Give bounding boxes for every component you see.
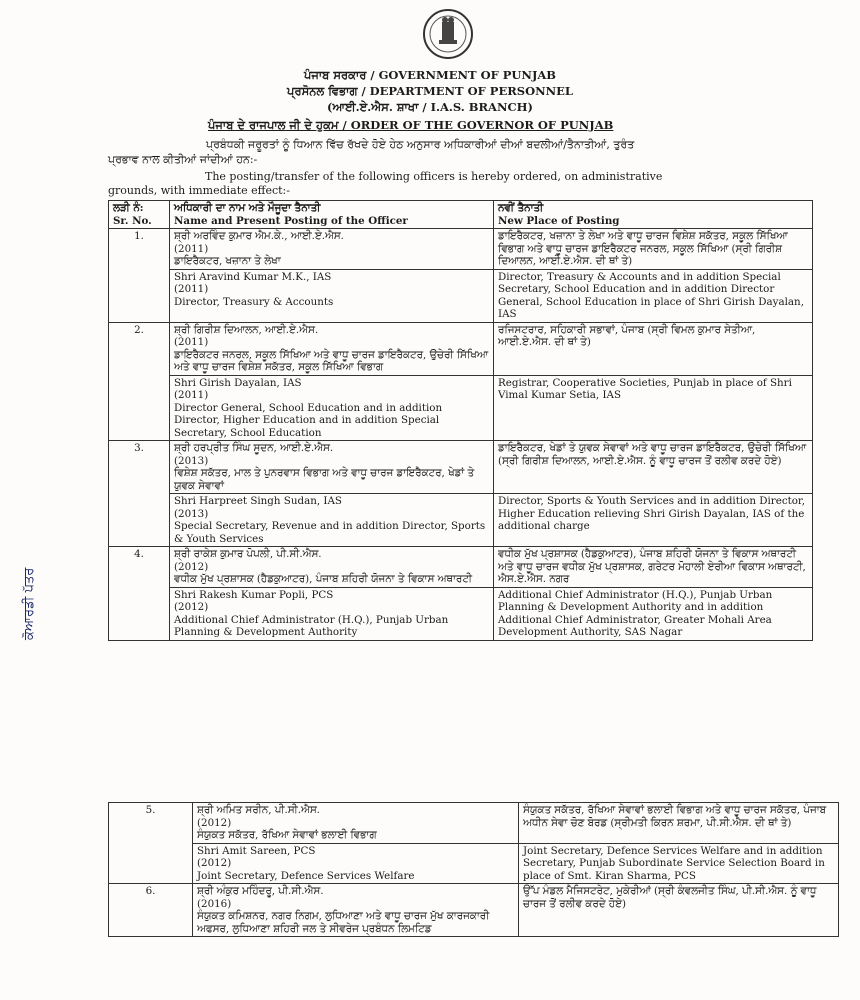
sr-number-text: 6. xyxy=(145,885,156,897)
order-title: ਪੰਜਾਬ ਦੇ ਰਾਜਪਾਲ ਜੀ ਦੇ ਹੁਕਮ / ORDER OF THE GOVERNOR OF PUNJAB xyxy=(208,118,614,132)
sr-header-en: Sr. No. xyxy=(113,214,152,227)
table-row xyxy=(109,375,813,441)
new-posting-english-text: Joint Secretary, Defence Services Welfare and in addition Secretary, Punjab Subordinate Service Selection Board in place of Smt. Kiran Sharma, PCS xyxy=(523,844,825,882)
table-row xyxy=(109,587,813,640)
officer-name-english xyxy=(170,587,494,640)
officer-name-punjabi xyxy=(193,803,519,844)
officer-name-english xyxy=(193,843,519,884)
new-posting-punjabi-text: ਡਾਇਰੈਕਟਰ, ਖਜ਼ਾਨਾ ਤੇ ਲੇਖਾ ਅਤੇ ਵਾਧੂ ਚਾਰਜ ਵਿਸ਼ੇਸ਼ ਸਕੱਤਰ, ਸਕੂਲ ਸਿੱਖਿਆ ਵਿਭਾਗ ਅਤੇ ਵਾਧੂ ਚਾਰਜ ਡਾਇਰੈਕਟਰ ਜਨਰਲ, ਸਕੂਲ ਸਿੱਖਿਆ (ਸ੍ਰੀ ਗਿਰੀਸ਼ ਦਿਆਲਨ, ਆਈ.ਏ.ਐਸ. ਦੀ ਥਾਂ ਤੇ) xyxy=(498,230,788,267)
new-posting-english xyxy=(494,375,813,441)
table-row xyxy=(109,494,813,547)
new-posting-punjabi xyxy=(494,547,813,588)
name-header-en: Name and Present Posting of the Officer xyxy=(174,214,408,227)
table-row xyxy=(109,269,813,322)
officer-name-punjabi xyxy=(170,547,494,588)
new-posting-english-text: Director, Sports & Youth Services and in addition Director, Higher Education relieving Shri Girish Dayalan, IAS of the additional charge xyxy=(498,495,805,532)
sr-number xyxy=(109,441,170,547)
table-row xyxy=(109,843,839,884)
new-header-pa: ਨਵੀਂ ਤੈਨਾਤੀ xyxy=(498,202,544,214)
sr-number-text: 1. xyxy=(134,230,144,242)
new-posting-english-text: Registrar, Cooperative Societies, Punjab in place of Shri Vimal Kumar Setia, IAS xyxy=(498,376,792,401)
new-posting-english xyxy=(494,494,813,547)
new-posting-punjabi xyxy=(494,322,813,375)
posting-table xyxy=(108,200,813,641)
new-posting-punjabi-text: ਉੱਪ ਮੰਡਲ ਮੈਜਿਸਟਰੇਟ, ਮੁਕੇਰੀਆਂ (ਸ੍ਰੀ ਕੰਵਲਜੀਤ ਸਿੰਘ, ਪੀ.ਸੀ.ਐਸ. ਨੂੰ ਵਾਧੂ ਚਾਰਜ ਤੋਂ ਰਲੀਵ ਕਰਦੇ ਹੋਏ) xyxy=(523,885,817,910)
new-posting-punjabi xyxy=(519,803,839,844)
officer-name-english xyxy=(170,494,494,547)
name-header-pa: ਅਧਿਕਾਰੀ ਦਾ ਨਾਮ ਅਤੇ ਮੌਜੂਦਾ ਤੈਨਾਤੀ xyxy=(174,202,321,214)
posting-table-continued xyxy=(108,802,839,937)
new-posting-punjabi xyxy=(494,441,813,494)
sr-header xyxy=(109,201,170,229)
intro-punjabi-line1: ਪ੍ਰਬੰਧਕੀ ਜਰੂਰਤਾਂ ਨੂੰ ਧਿਆਨ ਵਿੱਚ ਰੱਖਦੇ ਹੋਏ ਹੇਠ ਅਨੁਸਾਰ ਅਧਿਕਾਰੀਆਂ ਦੀਆਂ ਬਦਲੀਆਂ/ਤੈਨਾਤੀਆਂ, ਤੁਰੰਤ xyxy=(206,138,635,151)
officer-name-english-text: Shri Harpreet Singh Sudan, IAS (2013) Special Secretary, Revenue and in addition Director, Sports & Youth Services xyxy=(174,495,486,545)
header-government: ਪੰਜਾਬ ਸਰਕਾਰ / GOVERNMENT OF PUNJAB xyxy=(303,68,557,82)
name-header xyxy=(170,201,494,229)
table-row xyxy=(109,229,813,270)
sr-number-text: 4. xyxy=(134,548,144,560)
header-branch: (ਆਈ.ਏ.ਐਸ. ਸ਼ਾਖਾ / I.A.S. BRANCH) xyxy=(327,100,533,114)
table-row xyxy=(109,803,839,844)
officer-name-punjabi xyxy=(193,884,519,937)
new-posting-punjabi xyxy=(494,229,813,270)
sr-number xyxy=(109,322,170,441)
officer-name-punjabi-text: ਸ਼੍ਰੀ ਅਰਵਿੰਦ ਕੁਮਾਰ ਐਮ.ਕੇ., ਆਈ.ਏ.ਐਸ. (2011) ਡਾਇਰੈਕਟਰ, ਖਜ਼ਾਨਾ ਤੇ ਲੇਖਾ xyxy=(174,230,344,267)
sr-number xyxy=(109,884,193,937)
sr-number xyxy=(109,803,193,884)
sr-header-pa: ਲੜੀ ਨੰ: xyxy=(113,202,144,214)
officer-name-punjabi xyxy=(170,441,494,494)
table-row xyxy=(109,441,813,494)
officer-name-english-text: Shri Girish Dayalan, IAS (2011) Director General, School Education and in addition Director, Higher Education and in addition Special Secretary, School Education xyxy=(174,376,443,439)
officer-name-english-text: Shri Amit Sareen, PCS (2012) Joint Secretary, Defence Services Welfare xyxy=(197,844,415,882)
officer-name-english xyxy=(170,269,494,322)
officer-name-punjabi-text: ਸ਼੍ਰੀ ਰਾਕੇਸ਼ ਕੁਮਾਰ ਪੋਪਲੀ, ਪੀ.ਸੀ.ਐਸ. (2012) ਵਧੀਕ ਮੁੱਖ ਪ੍ਰਸ਼ਾਸਕ (ਹੈਡਕੁਆਟਰ), ਪੰਜਾਬ ਸ਼ਹਿਰੀ ਯੋਜਨਾ ਤੇ ਵਿਕਾਸ ਅਥਾਰਟੀ xyxy=(174,548,473,585)
officer-name-punjabi-text: ਸ਼੍ਰੀ ਹਰਪ੍ਰੀਤ ਸਿੰਘ ਸੂਦਨ, ਆਈ.ਏ.ਐਸ. (2013) ਵਿਸ਼ੇਸ਼ ਸਕੱਤਰ, ਮਾਲ ਤੇ ਪੁਨਰਵਾਸ ਵਿਭਾਗ ਅਤੇ ਵਾਧੂ ਚਾਰਜ ਡਾਇਰੈਕਟਰ, ਖੇਡਾਂ ਤੇ ਯੁਵਕ ਸੇਵਾਵਾਂ xyxy=(174,442,475,492)
handwritten-note: ਕੋਆਰਡੀ ਪੱਤਰ xyxy=(22,567,37,640)
table-row xyxy=(109,322,813,375)
header-department: ਪ੍ਰਸੋਨਲ ਵਿਭਾਗ / DEPARTMENT OF PERSONNEL xyxy=(287,84,573,98)
new-posting-punjabi-text: ਸੰਯੁਕਤ ਸਕੱਤਰ, ਰੱਖਿਆ ਸੇਵਾਵਾਂ ਭਲਾਈ ਵਿਭਾਗ ਅਤੇ ਵਾਧੂ ਚਾਰਜ ਸਕੱਤਰ, ਪੰਜਾਬ ਅਧੀਨ ਸੇਵਾ ਚੋਣ ਬੋਰਡ (ਸ੍ਰੀਮਤੀ ਕਿਰਨ ਸ਼ਰਮਾ, ਪੀ.ਸੀ.ਐਸ. ਦੀ ਥਾਂ ਤੇ) xyxy=(523,804,827,829)
officer-name-english-text: Shri Aravind Kumar M.K., IAS (2011) Director, Treasury & Accounts xyxy=(174,270,334,308)
new-posting-english xyxy=(494,587,813,640)
new-posting-english-text: Additional Chief Administrator (H.Q.), Punjab Urban Planning & Development Authority and in addition Additional Chief Administrator, Greater Mohali Area Development Authority, SAS Nagar xyxy=(498,588,773,638)
new-posting-header xyxy=(494,201,813,229)
state-emblem-icon xyxy=(415,8,481,60)
officer-name-punjabi-text: ਸ਼੍ਰੀ ਅਮਿਤ ਸਰੀਨ, ਪੀ.ਸੀ.ਐਸ. (2012) ਸੰਯੁਕਤ ਸਕੱਤਰ, ਰੱਖਿਆ ਸੇਵਾਵਾਂ ਭਲਾਈ ਵਿਭਾਗ xyxy=(197,804,377,841)
sr-number-text: 5. xyxy=(145,804,156,816)
table-row xyxy=(109,884,839,937)
new-posting-punjabi-text: ਰਜਿਸਟਰਾਰ, ਸਹਿਕਾਰੀ ਸਭਾਵਾਂ, ਪੰਜਾਬ (ਸ੍ਰੀ ਵਿਮਲ ਕੁਮਾਰ ਸੇਤੀਆ, ਆਈ.ਏ.ਐਸ. ਦੀ ਥਾਂ ਤੇ) xyxy=(498,323,756,348)
intro-english-line2: grounds, with immediate effect:- xyxy=(108,184,290,197)
sr-number xyxy=(109,547,170,641)
intro-english-line1: The posting/transfer of the following officers is hereby ordered, on administrative xyxy=(205,170,663,183)
new-posting-english-text: Director, Treasury & Accounts and in addition Special Secretary, School Education and in addition Director General, School Education in place of Shri Girish Dayalan, IAS xyxy=(498,270,804,320)
new-posting-english xyxy=(494,269,813,322)
sr-number-text: 2. xyxy=(134,323,144,336)
officer-name-english xyxy=(170,375,494,441)
table-row xyxy=(109,547,813,588)
sr-number-text: 3. xyxy=(134,442,144,454)
officer-name-punjabi-text: ਸ਼੍ਰੀ ਗਿਰੀਸ਼ ਦਿਆਲਨ, ਆਈ.ਏ.ਐਸ. (2011) ਡਾਇਰੈਕਟਰ ਜਨਰਲ, ਸਕੂਲ ਸਿੱਖਿਆ ਅਤੇ ਵਾਧੂ ਚਾਰਜ ਡਾਇਰੈਕਟਰ, ਉਚੇਰੀ ਸਿੱਖਿਆ ਅਤੇ ਵਾਧੂ ਚਾਰਜ ਵਿਸ਼ੇਸ਼ ਸਕੱਤਰ, ਸਕੂਲ ਸਿੱਖਿਆ ਵਿਭਾਗ xyxy=(174,323,488,373)
new-posting-punjabi xyxy=(519,884,839,937)
officer-name-punjabi xyxy=(170,229,494,270)
sr-number xyxy=(109,229,170,323)
new-posting-english xyxy=(519,843,839,884)
intro-punjabi-line2: ਪ੍ਰਭਾਵ ਨਾਲ ਕੀਤੀਆਂ ਜਾਂਦੀਆਂ ਹਨ:- xyxy=(108,153,258,166)
table-header-row xyxy=(109,201,813,229)
new-header-en: New Place of Posting xyxy=(498,214,620,227)
new-posting-punjabi-text: ਡਾਇਰੈਕਟਰ, ਖੇਡਾਂ ਤੇ ਯੁਵਕ ਸੇਵਾਵਾਂ ਅਤੇ ਵਾਧੂ ਚਾਰਜ ਡਾਇਰੈਕਟਰ, ਉਚੇਰੀ ਸਿੱਖਿਆ (ਸ੍ਰੀ ਗਿਰੀਸ਼ ਦਿਆਲਨ, ਆਈ.ਏ.ਐਸ. ਨੂੰ ਵਾਧੂ ਚਾਰਜ ਤੋਂ ਰਲੀਵ ਕਰਦੇ ਹੋਏ) xyxy=(498,442,806,467)
new-posting-punjabi-text: ਵਧੀਕ ਮੁੱਖ ਪ੍ਰਸ਼ਾਸਕ (ਹੈਡਕੁਆਟਰ), ਪੰਜਾਬ ਸ਼ਹਿਰੀ ਯੋਜਨਾ ਤੇ ਵਿਕਾਸ ਅਥਾਰਟੀ ਅਤੇ ਵਾਧੂ ਚਾਰਜ ਵਧੀਕ ਮੁੱਖ ਪ੍ਰਸ਼ਾਸਕ, ਗਰੇਟਰ ਮੋਹਾਲੀ ਏਰੀਆ ਵਿਕਾਸ ਅਥਾਰਟੀ, ਐਸ.ਏ.ਐਸ. ਨਗਰ xyxy=(498,548,806,585)
officer-name-english-text: Shri Rakesh Kumar Popli, PCS (2012) Additional Chief Administrator (H.Q.), Punjab Urban Planning & Development Authority xyxy=(174,588,449,638)
officer-name-punjabi xyxy=(170,322,494,375)
officer-name-punjabi-text: ਸ਼੍ਰੀ ਅੰਕੁਰ ਮਹਿੰਦਰੂ, ਪੀ.ਸੀ.ਐਸ. (2016) ਸੰਯੁਕਤ ਕਮਿਸ਼ਨਰ, ਨਗਰ ਨਿਗਮ, ਲੁਧਿਆਣਾ ਅਤੇ ਵਾਧੂ ਚਾਰਜ ਮੁੱਖ ਕਾਰਜਕਾਰੀ ਅਫਸਰ, ਲੁਧਿਆਣਾ ਸ਼ਹਿਰੀ ਜਲ ਤੇ ਸੀਵਰੇਜ ਪ੍ਰਬੰਧਨ ਲਿਮਟਿਡ xyxy=(197,885,490,935)
